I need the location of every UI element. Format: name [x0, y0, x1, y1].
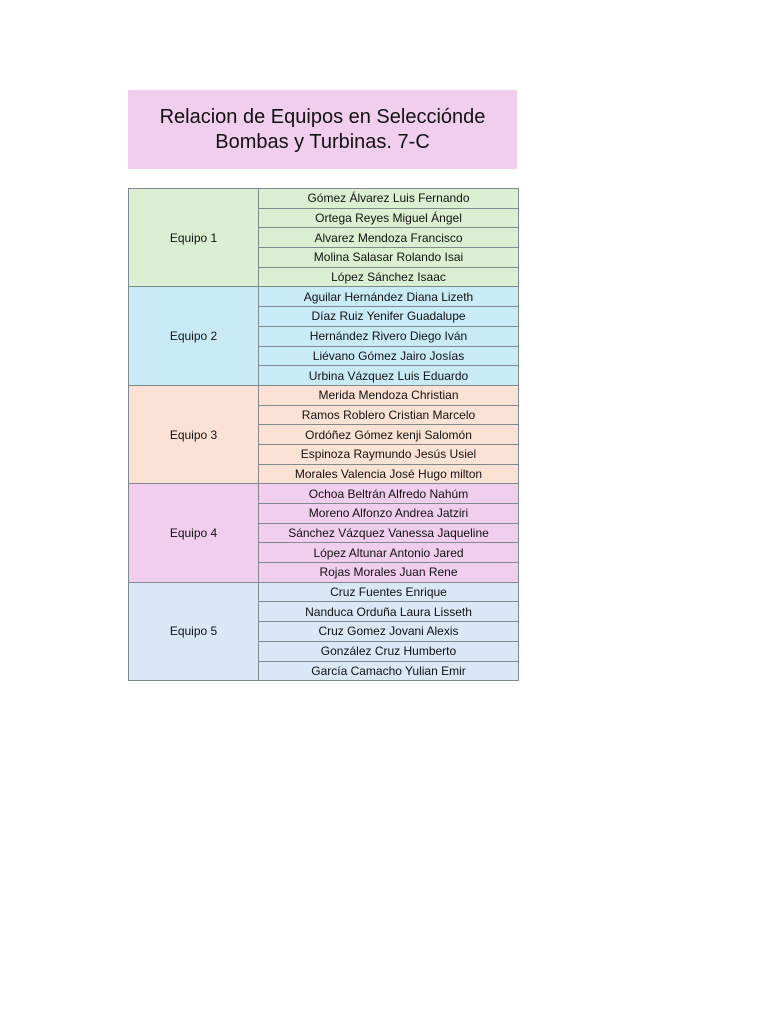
table-row	[129, 484, 519, 504]
member-name-cell: López Sánchez Isaac	[259, 267, 519, 287]
member-name-cell: Sánchez Vázquez Vanessa Jaqueline	[259, 523, 519, 543]
document-title	[128, 90, 517, 169]
member-name-cell: González Cruz Humberto	[259, 641, 519, 661]
roster-body	[129, 189, 519, 681]
team-name-cell: Equipo 3	[129, 385, 259, 483]
table-row	[129, 582, 519, 602]
member-name-cell: Nanduca Orduña Laura Lisseth	[259, 602, 519, 622]
member-name-cell: Aguilar Hernández Diana Lizeth	[259, 287, 519, 307]
team-name-cell: Equipo 1	[129, 189, 259, 287]
table-row	[129, 385, 519, 405]
team-roster-table	[128, 188, 519, 681]
member-name-cell: Gómez Álvarez Luis Fernando	[259, 189, 519, 209]
member-name-cell: Morales Valencia José Hugo milton	[259, 464, 519, 484]
member-name-cell: Ramos Roblero Cristian Marcelo	[259, 405, 519, 425]
member-name-cell: Alvarez Mendoza Francisco	[259, 228, 519, 248]
member-name-cell: López Altunar Antonio Jared	[259, 543, 519, 563]
member-name-cell: Ochoa Beltrán Alfredo Nahúm	[259, 484, 519, 504]
member-name-cell: Liévano Gómez Jairo Josías	[259, 346, 519, 366]
team-name-cell: Equipo 2	[129, 287, 259, 385]
member-name-cell: Díaz Ruiz Yenifer Guadalupe	[259, 307, 519, 327]
member-name-cell: Molina Salasar Rolando Isai	[259, 248, 519, 268]
table-row	[129, 189, 519, 209]
member-name-cell: Ortega Reyes Miguel Ángel	[259, 208, 519, 228]
member-name-cell: Cruz Gomez Jovani Alexis	[259, 622, 519, 642]
table-row	[129, 287, 519, 307]
member-name-cell: García Camacho Yulian Emir	[259, 661, 519, 681]
member-name-cell: Urbina Vázquez Luis Eduardo	[259, 366, 519, 386]
team-name-cell: Equipo 5	[129, 582, 259, 680]
title-line-2: Bombas y Turbinas. 7-C	[215, 130, 430, 153]
title-line-1: Relacion de Equipos en Selecciónde	[159, 105, 486, 128]
member-name-cell: Merida Mendoza Christian	[259, 385, 519, 405]
member-name-cell: Rojas Morales Juan Rene	[259, 563, 519, 583]
member-name-cell: Espinoza Raymundo Jesús Usiel	[259, 444, 519, 464]
member-name-cell: Ordóñez Gómez kenji Salomón	[259, 425, 519, 445]
member-name-cell: Hernández Rivero Diego Iván	[259, 326, 519, 346]
member-name-cell: Cruz Fuentes Enrique	[259, 582, 519, 602]
team-name-cell: Equipo 4	[129, 484, 259, 582]
member-name-cell: Moreno Alfonzo Andrea Jatziri	[259, 504, 519, 524]
